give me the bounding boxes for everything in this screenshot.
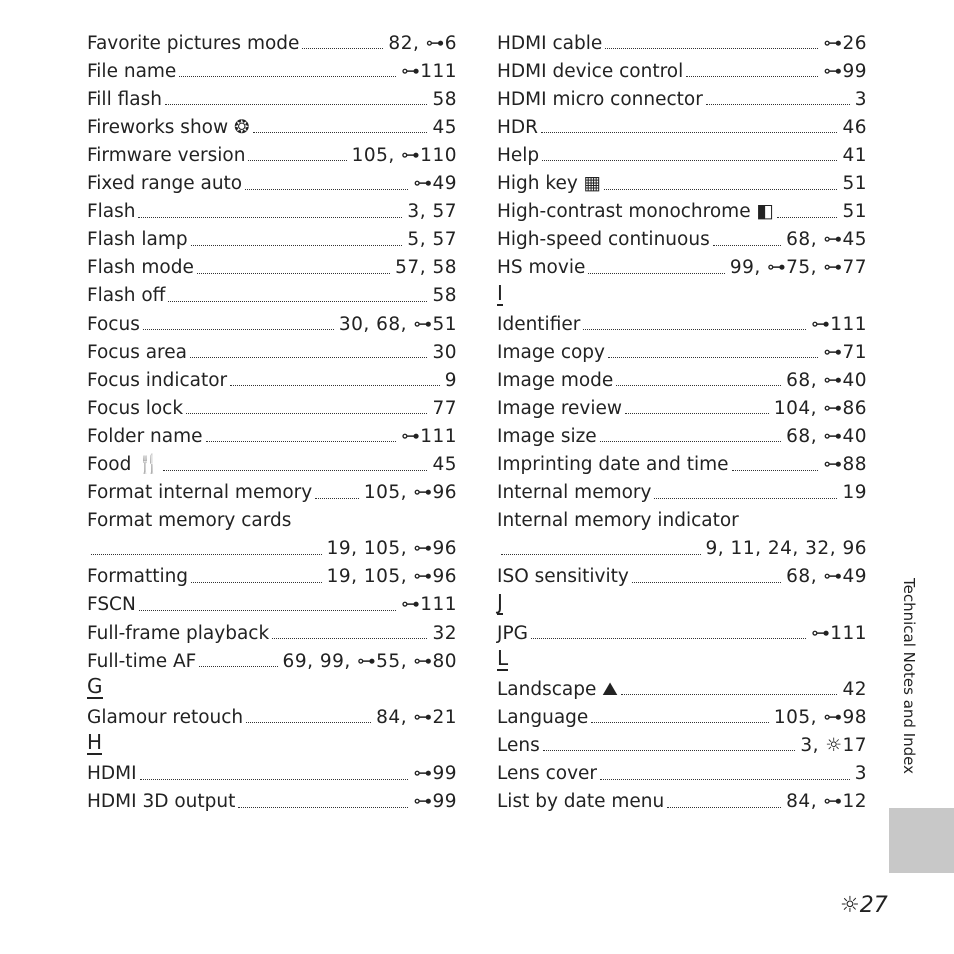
dot-leader: [191, 582, 322, 583]
index-pages: 19, 105, ⊶96: [326, 538, 457, 560]
index-term: Flash: [87, 201, 136, 223]
dot-leader: [179, 76, 396, 77]
index-entry: [87, 250, 457, 278]
index-pages: 45: [432, 454, 457, 475]
index-column-left: [87, 25, 457, 812]
index-entry: [87, 109, 457, 137]
index-entry: [497, 475, 867, 503]
index-letter-heading: [497, 587, 867, 615]
dot-leader: [197, 273, 390, 274]
index-pages: 3: [854, 763, 867, 785]
index-pages: 3, ☼17: [800, 734, 867, 756]
index-pages: 32: [432, 622, 457, 644]
index-entry: [87, 699, 457, 727]
dot-leader: [199, 666, 277, 667]
index-entry: [497, 727, 867, 755]
index-pages: 41: [842, 144, 867, 166]
index-pages: 105, ⊶98: [773, 706, 867, 728]
dot-leader: [713, 245, 781, 246]
index-term: File name: [87, 60, 177, 82]
dot-leader: [163, 470, 427, 471]
dot-leader: [531, 638, 806, 639]
dot-leader: [604, 189, 837, 190]
index-entry: [497, 503, 867, 531]
dot-leader: [600, 441, 781, 442]
index-pages: 46: [842, 116, 867, 138]
index-entry: [497, 446, 867, 474]
dot-leader: [230, 385, 440, 386]
index-entry: [87, 25, 457, 53]
index-pages: 3, 57: [407, 201, 457, 223]
index-term: Image copy: [497, 341, 606, 363]
dot-leader: [186, 413, 427, 414]
index-term: HDMI device control: [497, 60, 684, 82]
index-entry: [87, 418, 457, 446]
dot-leader: [632, 582, 781, 583]
page-number: ☼27: [840, 893, 888, 918]
index-term: Format memory cards: [87, 510, 292, 532]
dot-leader: [191, 245, 403, 246]
index-entry: [87, 306, 457, 334]
dot-leader: [140, 779, 409, 780]
index-term: Focus indicator: [87, 369, 228, 391]
index-entry: [497, 755, 867, 783]
index-entry: [497, 222, 867, 250]
index-entry: [87, 643, 457, 671]
index-term: Formatting: [87, 566, 189, 588]
index-term: Image mode: [497, 369, 614, 391]
index-entry: [87, 755, 457, 783]
letter-text: I: [497, 280, 503, 305]
index-term: HDMI: [87, 763, 137, 785]
index-pages: ⊶111: [811, 313, 867, 335]
dot-leader: [654, 498, 837, 499]
dot-leader: [600, 779, 850, 780]
index-pages: 57, 58: [395, 257, 457, 279]
index-pages: 42: [842, 678, 867, 700]
index-entry: [497, 25, 867, 53]
index-entry: [87, 390, 457, 418]
index-term: FSCN: [87, 594, 136, 616]
index-entry: [87, 503, 457, 531]
index-term: JPG: [497, 622, 528, 644]
index-pages: 84, ⊶12: [786, 791, 867, 813]
index-pages: 104, ⊶86: [773, 397, 867, 419]
index-pages: 51: [842, 173, 867, 195]
index-letter-heading: [497, 643, 867, 671]
letter-text: G: [87, 674, 103, 699]
index-entry: [87, 446, 457, 474]
index-pages: ⊶99: [823, 60, 867, 82]
index-letter-heading: [87, 727, 457, 755]
index-term: Fireworks show ❂: [87, 116, 250, 138]
index-entry: [87, 362, 457, 390]
index-term: Fill flash: [87, 88, 162, 110]
index-entry: [87, 475, 457, 503]
dot-leader: [143, 329, 334, 330]
index-pages: ⊶111: [811, 622, 867, 644]
index-term: Lens: [497, 734, 540, 756]
index-term: Image size: [497, 425, 597, 447]
index-term: Identifier: [497, 313, 581, 335]
index-pages: ⊶71: [823, 341, 867, 363]
index-entry: [497, 699, 867, 727]
dot-leader: [543, 750, 796, 751]
dot-leader: [616, 385, 781, 386]
index-entry: [87, 194, 457, 222]
index-term: ISO sensitivity: [497, 566, 629, 588]
index-pages: 19, 105, ⊶96: [326, 566, 457, 588]
index-term: HDMI cable: [497, 32, 603, 54]
index-entry: [497, 334, 867, 362]
dot-leader: [165, 104, 428, 105]
index-pages: ⊶99: [413, 791, 457, 813]
index-entry: [87, 784, 457, 812]
index-term: Focus area: [87, 341, 187, 363]
index-term: Focus lock: [87, 397, 184, 419]
index-entry: [87, 615, 457, 643]
index-entry: [497, 194, 867, 222]
index-pages: ⊶88: [823, 454, 867, 475]
dot-leader: [686, 76, 818, 77]
dot-leader: [541, 132, 837, 133]
index-entry: [497, 81, 867, 109]
index-pages: 68, ⊶40: [786, 369, 867, 391]
letter-text: H: [87, 730, 103, 755]
index-term: Flash off: [87, 285, 166, 307]
dot-leader: [246, 722, 371, 723]
dot-leader: [608, 357, 818, 358]
dot-leader: [315, 498, 359, 499]
index-entry: [87, 278, 457, 306]
index-term: Food 🍴: [87, 454, 161, 475]
index-pages: 30: [432, 341, 457, 363]
index-term: Full-frame playback: [87, 622, 270, 644]
dot-leader: [248, 160, 346, 161]
index-entry: [497, 109, 867, 137]
index-term: Folder name: [87, 425, 203, 447]
dot-leader: [777, 217, 838, 218]
dot-leader: [706, 104, 850, 105]
index-pages: 68, ⊶49: [786, 566, 867, 588]
index-term: Favorite pictures mode: [87, 32, 300, 54]
index-pages: ⊶111: [401, 60, 457, 82]
index-pages: 69, 99, ⊶55, ⊶80: [282, 650, 457, 672]
index-entry: [497, 390, 867, 418]
index-pages: ⊶111: [401, 425, 457, 447]
index-term: Landscape ⛰: [497, 678, 618, 700]
index-pages: 82, ⊶6: [388, 32, 457, 54]
index-entry: [497, 671, 867, 699]
dot-leader: [605, 48, 818, 49]
dot-leader: [190, 357, 427, 358]
index-entry: [87, 165, 457, 193]
index-entry: [87, 531, 457, 559]
index-term: High-speed continuous: [497, 229, 710, 251]
index-pages: ⊶99: [413, 763, 457, 785]
section-tab: [889, 808, 954, 873]
index-pages: 77: [432, 397, 457, 419]
index-term: List by date menu: [497, 791, 665, 813]
index-entry: [87, 587, 457, 615]
index-entry: [87, 334, 457, 362]
index-entry: [87, 81, 457, 109]
index-term: HDMI 3D output: [87, 791, 236, 813]
index-entry: [87, 559, 457, 587]
index-pages: 105, ⊶96: [363, 482, 457, 504]
letter-text: L: [497, 646, 509, 671]
index-pages: 105, ⊶110: [351, 144, 457, 166]
dot-leader: [667, 807, 781, 808]
dot-leader: [91, 554, 322, 555]
index-pages: 9, 11, 24, 32, 96: [705, 538, 867, 560]
index-pages: 30, 68, ⊶51: [338, 313, 457, 335]
dot-leader: [206, 441, 397, 442]
index-letter-heading: [87, 671, 457, 699]
index-pages: 58: [432, 285, 457, 307]
index-term: Firmware version: [87, 144, 246, 166]
dot-leader: [138, 217, 402, 218]
index-term: Image review: [497, 397, 623, 419]
index-pages: ⊶111: [401, 594, 457, 616]
dot-leader: [542, 160, 837, 161]
index-term: Imprinting date and time: [497, 454, 729, 475]
index-term: Fixed range auto: [87, 173, 243, 195]
index-term: High key ▦: [497, 173, 602, 195]
index-entry: [87, 137, 457, 165]
index-entry: [497, 53, 867, 81]
dot-leader: [591, 722, 769, 723]
dot-leader: [168, 301, 427, 302]
index-pages: 9: [444, 369, 457, 391]
dot-leader: [238, 807, 408, 808]
index-term: HS movie: [497, 257, 586, 279]
dot-leader: [139, 610, 396, 611]
index-pages: 19: [842, 482, 867, 504]
index-pages: 51: [842, 201, 867, 223]
index-entry: [87, 53, 457, 81]
index-term: Format internal memory: [87, 482, 313, 504]
dot-leader: [588, 273, 724, 274]
index-term: HDR: [497, 116, 539, 138]
index-entry: [497, 137, 867, 165]
index-term: Flash lamp: [87, 229, 188, 251]
index-term: High-contrast monochrome ◧: [497, 201, 774, 223]
letter-text: J: [497, 589, 503, 614]
index-entry: [497, 306, 867, 334]
dot-leader: [625, 413, 769, 414]
index-term: Full-time AF: [87, 650, 197, 672]
index-pages: 99, ⊶75, ⊶77: [729, 257, 867, 279]
index-term: Language: [497, 706, 589, 728]
index-entry: [497, 418, 867, 446]
index-term: Glamour retouch: [87, 706, 244, 728]
index-pages: 58: [432, 88, 457, 110]
index-entry: [497, 784, 867, 812]
index-pages: 68, ⊶40: [786, 425, 867, 447]
dot-leader: [253, 132, 428, 133]
index-pages: 3: [854, 88, 867, 110]
index-term: Internal memory indicator: [497, 510, 739, 532]
index-pages: ⊶26: [823, 32, 867, 54]
section-side-label: Technical Notes and Index: [900, 578, 918, 775]
index-term: HDMI micro connector: [497, 88, 703, 110]
dot-leader: [501, 554, 701, 555]
index-entry: [497, 250, 867, 278]
index-entry: [497, 362, 867, 390]
index-letter-heading: [497, 278, 867, 306]
index-term: Focus: [87, 313, 140, 335]
index-term: Lens cover: [497, 763, 598, 785]
index-column-right: [497, 25, 867, 812]
index-entry: [497, 165, 867, 193]
index-term: Help: [497, 144, 540, 166]
index-pages: 84, ⊶21: [376, 706, 457, 728]
index-entry: [497, 531, 867, 559]
dot-leader: [621, 694, 838, 695]
dot-leader: [272, 638, 427, 639]
dot-leader: [583, 329, 806, 330]
index-pages: 45: [432, 116, 457, 138]
index-entry: [87, 222, 457, 250]
dot-leader: [302, 48, 383, 49]
index-pages: ⊶49: [413, 173, 457, 195]
index-pages: 68, ⊶45: [786, 229, 867, 251]
index-pages: 5, 57: [407, 229, 457, 251]
index-entry: [497, 559, 867, 587]
index-term: Internal memory: [497, 482, 652, 504]
index-term: Flash mode: [87, 257, 194, 279]
dot-leader: [732, 470, 819, 471]
index-entry: [497, 615, 867, 643]
dot-leader: [245, 189, 408, 190]
